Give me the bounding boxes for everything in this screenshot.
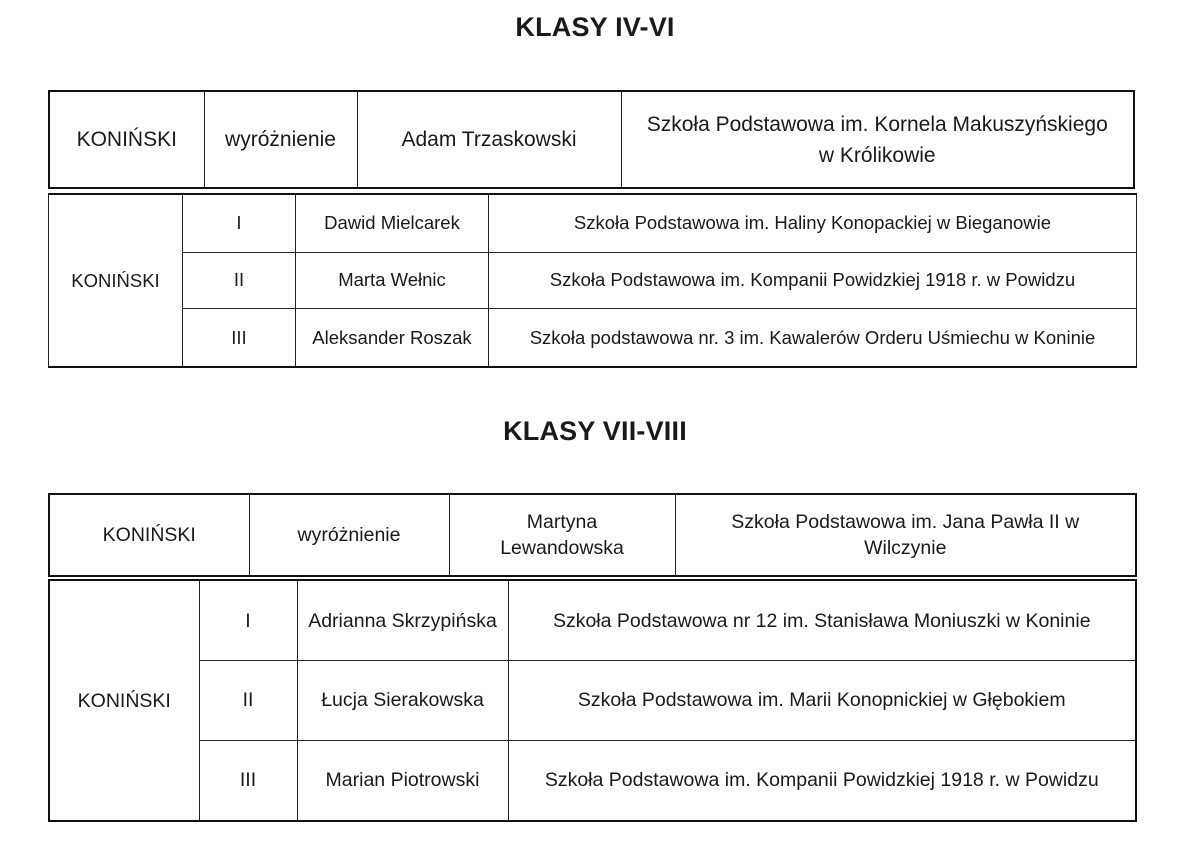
name-cell — [449, 494, 675, 576]
place-cell: II — [183, 252, 296, 309]
results-table-iv-vi — [48, 193, 1137, 368]
name-cell: Dawid Mielcarek — [296, 194, 489, 252]
region-cell: KONIŃSKI — [49, 494, 249, 576]
region-cell: KONIŃSKI — [49, 580, 199, 821]
place-cell: II — [199, 661, 297, 740]
place-cell: III — [183, 309, 296, 367]
name-cell: Marta Wełnic — [296, 252, 489, 309]
distinction-table-iv-vi — [48, 90, 1135, 189]
table-row — [49, 740, 1136, 821]
region-cell: KONIŃSKI — [49, 91, 204, 188]
table-row — [49, 494, 1136, 576]
school-line: Szkoła Podstawowa im. Jana Pawła II w — [731, 511, 1080, 533]
school-cell: Szkoła Podstawowa nr 12 im. Stanisława Moniuszki w Koninie — [508, 580, 1136, 661]
name-cell: Łucja Sierakowska — [297, 661, 508, 740]
section-heading-vii-viii: KLASY VII-VIII — [503, 416, 687, 446]
school-cell — [621, 91, 1134, 188]
table-row — [49, 661, 1136, 740]
name-line: Lewandowska — [500, 537, 624, 559]
school-line: Wilczynie — [864, 537, 947, 559]
table-row — [49, 194, 1137, 252]
school-line: w Królikowie — [818, 143, 936, 167]
distinction-table-vii-viii — [48, 493, 1137, 577]
table-row — [49, 309, 1137, 367]
section-heading-iv-vi: KLASY IV-VI — [515, 12, 675, 42]
region-cell: KONIŃSKI — [49, 194, 183, 367]
school-cell: Szkoła Podstawowa im. Kompanii Powidzkiej 1918 r. w Powidzu — [489, 252, 1137, 309]
results-table-vii-viii — [48, 579, 1137, 822]
table-row — [49, 91, 1134, 188]
name-cell: Adam Trzaskowski — [357, 91, 621, 188]
school-cell: Szkoła podstawowa nr. 3 im. Kawalerów Orderu Uśmiechu w Koninie — [489, 309, 1137, 367]
school-cell: Szkoła Podstawowa im. Haliny Konopackiej w Bieganowie — [489, 194, 1137, 252]
school-cell — [675, 494, 1136, 576]
name-cell: Marian Piotrowski — [297, 740, 508, 821]
school-line: Szkoła Podstawowa im. Kornela Makuszyńskiego — [646, 112, 1108, 136]
school-cell: Szkoła Podstawowa im. Kompanii Powidzkiej 1918 r. w Powidzu — [508, 740, 1136, 821]
place-cell: wyróżnienie — [249, 494, 449, 576]
name-cell: Adrianna Skrzypińska — [297, 580, 508, 661]
place-cell: I — [183, 194, 296, 252]
table-row — [49, 580, 1136, 661]
name-line: Martyna — [526, 511, 598, 533]
place-cell: I — [199, 580, 297, 661]
place-cell: III — [199, 740, 297, 821]
place-cell: wyróżnienie — [204, 91, 357, 188]
name-cell: Aleksander Roszak — [296, 309, 489, 367]
table-row — [49, 252, 1137, 309]
school-cell: Szkoła Podstawowa im. Marii Konopnickiej w Głębokiem — [508, 661, 1136, 740]
